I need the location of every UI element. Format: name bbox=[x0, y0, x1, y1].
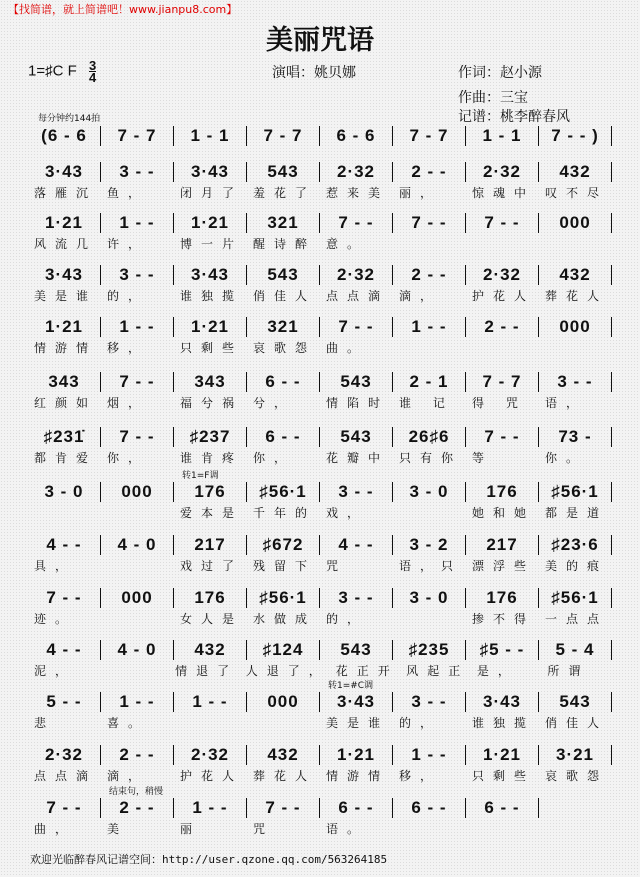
measure: 3·43 bbox=[174, 265, 247, 285]
measure: 6 - - bbox=[247, 372, 320, 392]
lyric-segment bbox=[393, 504, 466, 520]
lyric-segment: 语，只 bbox=[399, 559, 463, 573]
composer-credit: 作曲：三宝 bbox=[458, 90, 528, 106]
lyric-segment bbox=[393, 235, 466, 251]
lyric-segment bbox=[466, 339, 539, 355]
notes-line bbox=[28, 425, 612, 449]
lyric-segment: 惹来美 bbox=[326, 186, 390, 200]
measure: 26♯6 bbox=[393, 427, 466, 447]
lyric-segment: 语。 bbox=[326, 822, 369, 836]
measure: 6 - - bbox=[320, 798, 393, 818]
measure: 6 - - bbox=[247, 427, 320, 447]
measure: 5 - 4 bbox=[539, 640, 612, 660]
measure: 4 - 0 bbox=[101, 640, 174, 660]
lyric-segment: 红颜如 bbox=[34, 396, 98, 410]
measure: 2·32 bbox=[174, 745, 247, 765]
measure: 3·43 bbox=[28, 162, 101, 182]
measure: 4 - 0 bbox=[101, 535, 174, 555]
lyric-segment: 移， bbox=[107, 341, 150, 355]
lyric-segment: 护花人 bbox=[472, 289, 536, 303]
lyric-segment: 水做成 bbox=[253, 612, 317, 626]
lyric-segment bbox=[174, 714, 247, 730]
lyric-segment: 只剩些 bbox=[180, 341, 244, 355]
lyric-segment: 喜。 bbox=[107, 716, 150, 730]
lyric-segment: 滴， bbox=[399, 289, 442, 303]
lyric-segment: 丽， bbox=[399, 186, 442, 200]
lyrics-line bbox=[28, 557, 612, 573]
lyrics-line bbox=[28, 820, 612, 836]
measure: 1 - - bbox=[101, 692, 174, 712]
staff-row bbox=[28, 263, 612, 303]
measure: 3 - - bbox=[101, 265, 174, 285]
lyric-segment: 哀歌怨 bbox=[545, 769, 609, 783]
lyric-segment: 葬花人 bbox=[545, 289, 609, 303]
measure: 1·21 bbox=[174, 317, 247, 337]
lyric-segment: 的， bbox=[326, 612, 369, 626]
measure: 432 bbox=[539, 162, 612, 182]
lyric-segment bbox=[101, 557, 174, 573]
measure: 3·21 bbox=[539, 745, 612, 765]
measure: 3 - - bbox=[320, 482, 393, 502]
measure: 73 - bbox=[539, 427, 612, 447]
measure: 543 bbox=[320, 372, 393, 392]
staff-row bbox=[28, 787, 612, 836]
time-signature bbox=[89, 60, 96, 83]
lyric-segment: 许， bbox=[107, 237, 150, 251]
measure: 6 - - bbox=[393, 798, 466, 818]
lyric-segment: 漂浮些 bbox=[472, 559, 536, 573]
staff-row bbox=[28, 638, 612, 678]
measure: 4 - - bbox=[28, 535, 101, 555]
key-label: 1=♯C F bbox=[28, 62, 77, 80]
lyrics-line bbox=[28, 449, 612, 465]
measure: 7 - 7 bbox=[393, 126, 466, 146]
lyric-segment: 葬花人 bbox=[253, 769, 317, 783]
notes-line bbox=[28, 370, 612, 394]
measure: ♯5 - - bbox=[466, 640, 539, 660]
lyric-segment: 都肯爱 bbox=[34, 451, 98, 465]
measure: 321 bbox=[247, 213, 320, 233]
site-tagline: 【找简谱，就上简谱吧！www.jianpu8.com】 bbox=[8, 3, 238, 16]
measure: 7 - - bbox=[466, 213, 539, 233]
tempo-marking: 每分钟约144拍 bbox=[38, 114, 101, 124]
singer-credit: 演唱：姚贝娜 bbox=[272, 65, 356, 81]
measure: 4 - - bbox=[320, 535, 393, 555]
measure: ♯237 bbox=[174, 427, 247, 447]
lyrics-line bbox=[28, 662, 612, 678]
measure: 343 bbox=[28, 372, 101, 392]
measure: 000 bbox=[539, 213, 612, 233]
measure: 3·43 bbox=[466, 692, 539, 712]
staff-row bbox=[28, 533, 612, 573]
lyric-segment: 爱本是 bbox=[180, 506, 244, 520]
lyric-segment bbox=[101, 610, 174, 626]
measure: 432 bbox=[247, 745, 320, 765]
lyric-segment: 情游情 bbox=[326, 769, 390, 783]
intro-row bbox=[28, 124, 612, 148]
lyric-segment: 只剩些 bbox=[472, 769, 536, 783]
measure: ♯23·6 bbox=[539, 535, 612, 555]
measure: 7 - - bbox=[320, 213, 393, 233]
measure: 5 - - bbox=[28, 692, 101, 712]
measure: 1·21 bbox=[320, 745, 393, 765]
lyric-segment: 点点滴 bbox=[34, 769, 98, 783]
measure: 543 bbox=[539, 692, 612, 712]
lyric-segment: 美是谁 bbox=[34, 289, 98, 303]
measure: 6 - 6 bbox=[320, 126, 393, 146]
lyric-segment: 花瓣中 bbox=[326, 451, 390, 465]
lyric-segment: 语， bbox=[545, 396, 588, 410]
lyric-segment: 落雁沉 bbox=[34, 186, 98, 200]
lyric-segment: 得 咒 bbox=[472, 396, 527, 410]
measure: 7 - 7 bbox=[247, 126, 320, 146]
measure: 2·32 bbox=[320, 265, 393, 285]
lyric-segment: 戏过了 bbox=[180, 559, 244, 573]
measure: 3 - - bbox=[320, 588, 393, 608]
measure: 7 - - bbox=[393, 213, 466, 233]
measure: 2·32 bbox=[320, 162, 393, 182]
lyric-segment: 惊魂中 bbox=[472, 186, 536, 200]
measure: 432 bbox=[539, 265, 612, 285]
measure: 3·43 bbox=[320, 692, 393, 712]
lyrics-line bbox=[28, 287, 612, 303]
lyric-segment: 滴， bbox=[107, 769, 150, 783]
notes-line bbox=[28, 124, 612, 148]
lyric-segment: 美是谁 bbox=[326, 716, 390, 730]
measure: 3 - 0 bbox=[28, 482, 101, 502]
measure: 343 bbox=[174, 372, 247, 392]
lyric-segment bbox=[99, 662, 170, 678]
lyric-segment bbox=[393, 339, 466, 355]
measure: 2·32 bbox=[466, 265, 539, 285]
lyric-segment: 花正开 bbox=[335, 664, 399, 678]
lyric-segment: 的， bbox=[399, 716, 442, 730]
lyrics-line bbox=[28, 610, 612, 626]
lyric-segment: 风起正 bbox=[406, 664, 470, 678]
notes-line bbox=[28, 160, 612, 184]
lyric-segment bbox=[539, 339, 612, 355]
lyric-segment: 叹不尽 bbox=[545, 186, 609, 200]
lyric-segment: 俏佳人 bbox=[253, 289, 317, 303]
lyric-segment bbox=[393, 820, 466, 836]
lyric-segment: 福兮祸 bbox=[180, 396, 244, 410]
lyric-segment: 谁肯疼 bbox=[180, 451, 244, 465]
measure: ♯672 bbox=[247, 535, 320, 555]
lyric-segment: 美 bbox=[107, 822, 129, 836]
measure: 2 - - bbox=[101, 745, 174, 765]
measure: 7 - - bbox=[101, 372, 174, 392]
measure: 1 - - bbox=[393, 745, 466, 765]
lyric-segment: 鱼， bbox=[107, 186, 150, 200]
lyric-segment: 点点滴 bbox=[326, 289, 390, 303]
measure: 1·21 bbox=[28, 213, 101, 233]
lyric-segment: 情陷时 bbox=[326, 396, 390, 410]
lyric-segment: 戏， bbox=[326, 506, 369, 520]
measure: 7 - - bbox=[466, 427, 539, 447]
lyric-segment: 人退了， bbox=[245, 664, 330, 678]
tempo-annotation: 转1=#C调 bbox=[328, 681, 374, 691]
measure: ♯231̇ bbox=[28, 427, 101, 447]
lyric-segment bbox=[539, 820, 612, 836]
measure: 3 - 0 bbox=[393, 588, 466, 608]
lyric-segment: 曲， bbox=[34, 822, 77, 836]
lyric-segment: 女人是 bbox=[180, 612, 244, 626]
lyrics-line bbox=[28, 394, 612, 410]
lyric-segment: 烟， bbox=[107, 396, 150, 410]
lyric-segment: 是， bbox=[476, 664, 519, 678]
lyric-segment: 一点点 bbox=[545, 612, 609, 626]
measure: 000 bbox=[539, 317, 612, 337]
measure: 1 - - bbox=[174, 798, 247, 818]
lyric-segment: 俏佳人 bbox=[545, 716, 609, 730]
lyric-segment: 你。 bbox=[545, 451, 588, 465]
lyric-segment: 残留下 bbox=[253, 559, 317, 573]
lyric-segment: 的， bbox=[107, 289, 150, 303]
measure: 3·43 bbox=[174, 162, 247, 182]
lyric-segment: 闭月了 bbox=[180, 186, 244, 200]
measure: 321 bbox=[247, 317, 320, 337]
lyrics-line bbox=[28, 714, 612, 730]
notes-line bbox=[28, 480, 612, 504]
lyric-segment: 羞花了 bbox=[253, 186, 317, 200]
measure: 7 - 7 bbox=[466, 372, 539, 392]
staff-row bbox=[28, 743, 612, 783]
measure: 1 - - bbox=[174, 692, 247, 712]
measure: 176 bbox=[466, 482, 539, 502]
measure: 217 bbox=[466, 535, 539, 555]
time-signature-top: 3 bbox=[88, 58, 97, 73]
lyric-segment: 博一片 bbox=[180, 237, 244, 251]
lyric-segment bbox=[28, 504, 101, 520]
measure: 2·32 bbox=[466, 162, 539, 182]
lyric-segment: 哀歌怨 bbox=[253, 341, 317, 355]
lyric-segment: 悲 bbox=[34, 716, 56, 730]
measure: 2·32 bbox=[28, 745, 101, 765]
measure: 2 - - bbox=[101, 798, 174, 818]
lyric-segment: 情退了 bbox=[175, 664, 239, 678]
lyric-segment: 你， bbox=[107, 451, 150, 465]
measure: 2 - 1 bbox=[393, 372, 466, 392]
measure: 3 - - bbox=[539, 372, 612, 392]
measure: 1 - 1 bbox=[174, 126, 247, 146]
lyric-segment: 醒诗醉 bbox=[253, 237, 317, 251]
footer-link-text: 欢迎光临醉春风记谱空间：http://user.qzone.qq.com/563264185 bbox=[30, 853, 388, 866]
measure: 7 - 7 bbox=[101, 126, 174, 146]
staff-row bbox=[28, 471, 612, 520]
measure: (6 - 6 bbox=[28, 126, 101, 146]
lyric-segment: 情游情 bbox=[34, 341, 98, 355]
measure: 2 - - bbox=[393, 265, 466, 285]
staff-row bbox=[28, 370, 612, 410]
lyric-segment bbox=[101, 504, 174, 520]
lyric-segment: 谁 记 bbox=[399, 396, 454, 410]
lyric-segment: 只有你 bbox=[399, 451, 463, 465]
measure: 176 bbox=[466, 588, 539, 608]
measure: 543 bbox=[247, 265, 320, 285]
lyric-segment: 谁独揽 bbox=[472, 716, 536, 730]
lyric-segment: 丽 bbox=[180, 822, 202, 836]
measure: 3 - - bbox=[101, 162, 174, 182]
measure: 1·21 bbox=[174, 213, 247, 233]
measure: 543 bbox=[320, 427, 393, 447]
measure: 2 - - bbox=[466, 317, 539, 337]
lyric-segment bbox=[466, 235, 539, 251]
lyric-segment: 迹。 bbox=[34, 612, 77, 626]
measure: 7 - - bbox=[320, 317, 393, 337]
tempo-annotation: 转1=F调 bbox=[182, 471, 219, 481]
measure: 217 bbox=[174, 535, 247, 555]
measure: 3 - 0 bbox=[393, 482, 466, 502]
notes-line bbox=[28, 743, 612, 767]
lyric-segment: 千年的 bbox=[253, 506, 317, 520]
measure: 1·21 bbox=[466, 745, 539, 765]
measure: 7 - - bbox=[247, 798, 320, 818]
tempo-annotation: 结束句，稍慢 bbox=[109, 787, 164, 797]
lyrics-line bbox=[28, 339, 612, 355]
measure: 3·43 bbox=[28, 265, 101, 285]
measure: ♯56·1 bbox=[247, 482, 320, 502]
measure: 1 - - bbox=[393, 317, 466, 337]
measure: 543 bbox=[320, 640, 393, 660]
measure: 7 - - bbox=[28, 798, 101, 818]
measure: 1 - 1 bbox=[466, 126, 539, 146]
lyric-segment: 她和她 bbox=[472, 506, 536, 520]
staff-row bbox=[28, 425, 612, 465]
lyric-segment: 风流几 bbox=[34, 237, 98, 251]
lyric-segment: 等 bbox=[472, 451, 494, 465]
notes-line bbox=[28, 586, 612, 610]
time-signature-bottom: 4 bbox=[88, 70, 97, 85]
lyric-segment: 咒 bbox=[253, 822, 275, 836]
measure: 176 bbox=[174, 588, 247, 608]
measure: 000 bbox=[101, 482, 174, 502]
notes-line bbox=[28, 690, 612, 714]
notes-line bbox=[28, 315, 612, 339]
lyric-segment: 具， bbox=[34, 559, 77, 573]
lyrics-line bbox=[28, 184, 612, 200]
measure: 2 - - bbox=[393, 162, 466, 182]
staff-row bbox=[28, 211, 612, 251]
measure: 1 - - bbox=[101, 317, 174, 337]
measure: 1·21 bbox=[28, 317, 101, 337]
measure: 000 bbox=[101, 588, 174, 608]
notes-line bbox=[28, 263, 612, 287]
measure: ♯56·1 bbox=[247, 588, 320, 608]
measure: 3 - - bbox=[393, 692, 466, 712]
staff-row bbox=[28, 160, 612, 200]
lyric-segment: 美的痕 bbox=[545, 559, 609, 573]
measure: 4 - - bbox=[28, 640, 101, 660]
lyric-segment: 泥， bbox=[34, 664, 77, 678]
measure: ♯56·1 bbox=[539, 588, 612, 608]
staff-row bbox=[28, 681, 612, 730]
measure: ♯56·1 bbox=[539, 482, 612, 502]
notes-line bbox=[28, 533, 612, 557]
lyric-segment: 曲。 bbox=[326, 341, 369, 355]
measure: 7 - - bbox=[101, 427, 174, 447]
lyric-segment bbox=[539, 235, 612, 251]
lyrics-line bbox=[28, 235, 612, 251]
measure: 3 - 2 bbox=[393, 535, 466, 555]
measure: 432 bbox=[174, 640, 247, 660]
lyric-segment: 所谓 bbox=[547, 664, 590, 678]
measure: 7 - - bbox=[28, 588, 101, 608]
lyric-segment bbox=[466, 820, 539, 836]
song-title: 美丽咒语 bbox=[266, 25, 374, 56]
lyric-segment bbox=[247, 714, 320, 730]
key-signature bbox=[28, 60, 96, 83]
lyric-segment: 你， bbox=[253, 451, 296, 465]
lyrics-line bbox=[28, 767, 612, 783]
measure: 000 bbox=[247, 692, 320, 712]
measure: 6 - - bbox=[466, 798, 539, 818]
measure: ♯124 bbox=[247, 640, 320, 660]
measure: 543 bbox=[247, 162, 320, 182]
measure: 176 bbox=[174, 482, 247, 502]
lyricist-credit: 作词：赵小源 bbox=[458, 65, 542, 81]
scribe-credit: 记谱：桃李醉春风 bbox=[458, 109, 570, 125]
lyric-segment: 掺不得 bbox=[472, 612, 536, 626]
measure: 7 - - ) bbox=[539, 126, 612, 146]
lyric-segment: 都是道 bbox=[545, 506, 609, 520]
lyric-segment: 护花人 bbox=[180, 769, 244, 783]
staff-row bbox=[28, 315, 612, 355]
lyric-segment bbox=[393, 610, 466, 626]
staff-row bbox=[28, 586, 612, 626]
notes-line bbox=[28, 638, 612, 662]
notes-line bbox=[28, 211, 612, 235]
lyric-segment: 意。 bbox=[326, 237, 369, 251]
lyric-segment: 移， bbox=[399, 769, 442, 783]
measure: ♯235 bbox=[393, 640, 466, 660]
lyrics-line bbox=[28, 504, 612, 520]
lyric-segment: 兮， bbox=[253, 396, 296, 410]
lyric-segment: 谁独揽 bbox=[180, 289, 244, 303]
notes-line bbox=[28, 796, 612, 820]
lyric-segment: 咒 bbox=[326, 559, 348, 573]
measure: 1 - - bbox=[101, 213, 174, 233]
